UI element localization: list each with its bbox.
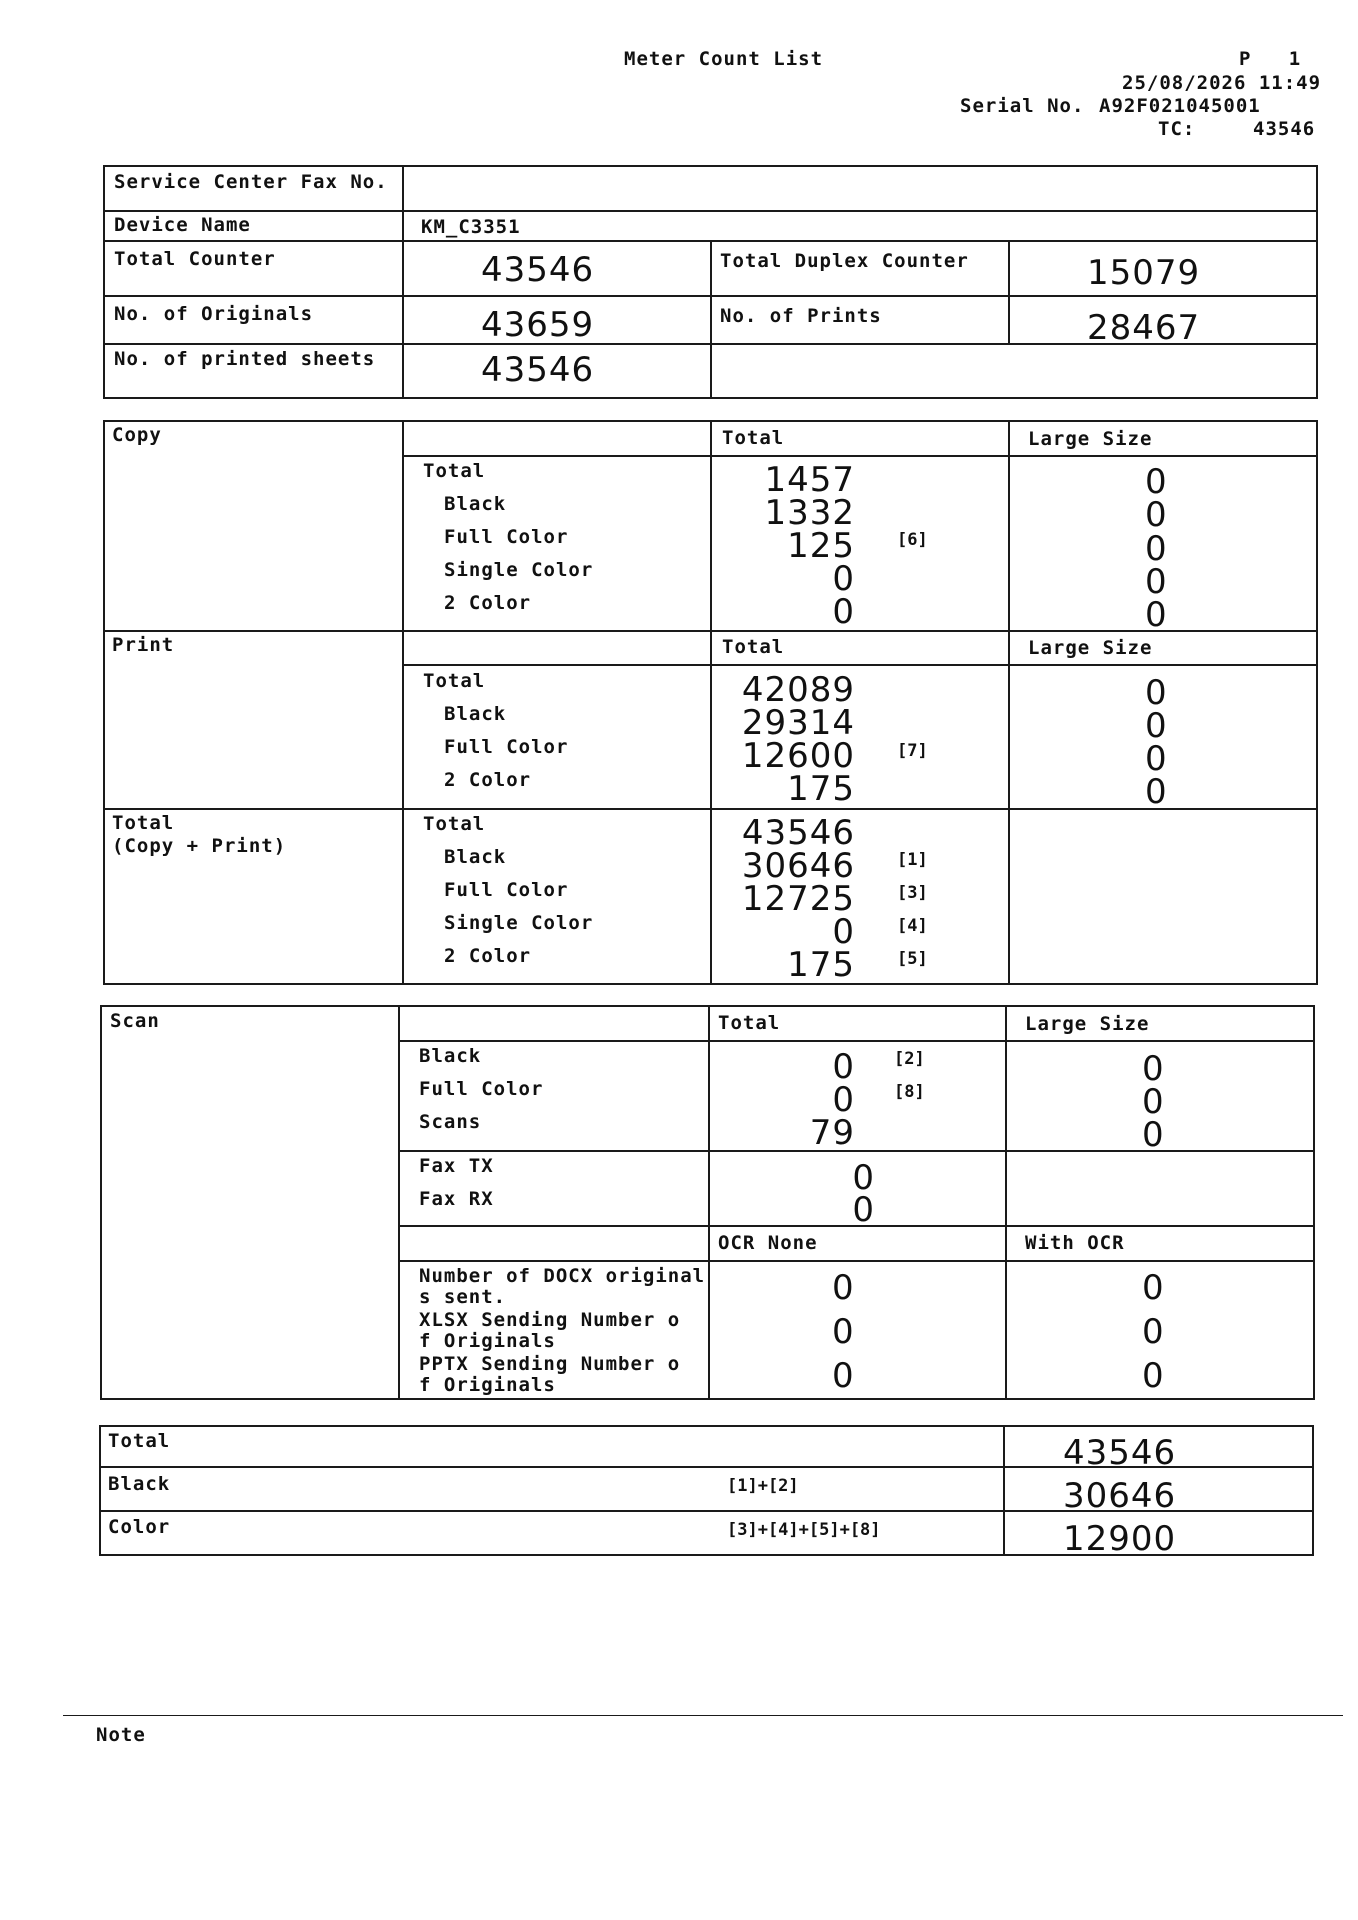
tc-label: TC: bbox=[1158, 118, 1196, 140]
originals-label: No. of Originals bbox=[114, 303, 314, 325]
scan-row-ref: [2] bbox=[894, 1049, 925, 1069]
summary-row-label: Color bbox=[108, 1516, 171, 1538]
ocr-row-label-cont: f Originals bbox=[419, 1330, 556, 1352]
scan-large-header: Large Size bbox=[1025, 1013, 1150, 1035]
ocr-row-label: XLSX Sending Number o bbox=[419, 1309, 681, 1331]
copy-row-large: 0 bbox=[1145, 462, 1168, 502]
copy-row-label: Total bbox=[423, 460, 486, 482]
originals-value: 43659 bbox=[481, 305, 595, 345]
device-name-value: KM_C3351 bbox=[421, 216, 521, 238]
note-label: Note bbox=[96, 1724, 146, 1746]
ocr-row-ocr: 0 bbox=[1142, 1312, 1165, 1352]
print-row-total: 12600 bbox=[741, 736, 855, 776]
ocr-row-none: 0 bbox=[832, 1356, 855, 1396]
ocr-row-label: Number of DOCX original bbox=[419, 1265, 706, 1287]
print-section-label: Print bbox=[112, 634, 175, 656]
summary-row-value: 30646 bbox=[1063, 1476, 1177, 1516]
summary-row-value: 12900 bbox=[1063, 1519, 1177, 1559]
scan-total-header: Total bbox=[718, 1012, 781, 1034]
print-row-label: 2 Color bbox=[444, 769, 532, 791]
copy-row-total: 0 bbox=[832, 559, 855, 599]
prints-value: 28467 bbox=[1087, 308, 1201, 348]
copy-print-row-total: 0 bbox=[832, 912, 855, 952]
prints-label: No. of Prints bbox=[720, 305, 882, 327]
copy-row-total: 125 bbox=[787, 526, 855, 566]
print-row-label: Black bbox=[444, 703, 507, 725]
summary-row-formula: [1]+[2] bbox=[727, 1476, 799, 1496]
copy-print-row-ref: [4] bbox=[897, 916, 928, 936]
printed-sheets-value: 43546 bbox=[481, 350, 595, 390]
copy-row-large: 0 bbox=[1145, 495, 1168, 535]
ocr-row-ocr: 0 bbox=[1142, 1356, 1165, 1396]
copy-row-label: Black bbox=[444, 493, 507, 515]
copy-row-large: 0 bbox=[1145, 529, 1168, 569]
copy-total-header: Total bbox=[722, 427, 785, 449]
summary-row-label: Total bbox=[108, 1430, 171, 1452]
scan-row-large: 0 bbox=[1142, 1049, 1165, 1089]
duplex-counter-label: Total Duplex Counter bbox=[720, 250, 969, 272]
scan-row-large: 0 bbox=[1142, 1082, 1165, 1122]
ocr-none-header: OCR None bbox=[718, 1232, 818, 1254]
print-row-total: 42089 bbox=[741, 670, 855, 710]
serial-label: Serial No. bbox=[960, 95, 1085, 117]
copy-row-total: 1457 bbox=[764, 460, 855, 500]
scan-row-total: 79 bbox=[809, 1113, 855, 1153]
copy-large-header: Large Size bbox=[1028, 428, 1153, 450]
copy-row-label: Single Color bbox=[444, 559, 594, 581]
with-ocr-header: With OCR bbox=[1025, 1232, 1125, 1254]
scan-section-label: Scan bbox=[110, 1010, 160, 1032]
copy-print-section-sublabel: (Copy + Print) bbox=[112, 835, 287, 857]
device-name-label: Device Name bbox=[114, 214, 251, 236]
copy-row-large: 0 bbox=[1145, 562, 1168, 602]
note-divider bbox=[63, 1715, 1343, 1716]
copy-print-row-ref: [3] bbox=[897, 883, 928, 903]
copy-print-row-label: Total bbox=[423, 813, 486, 835]
copy-print-row-ref: [5] bbox=[897, 949, 928, 969]
scan-row-label: Black bbox=[419, 1045, 482, 1067]
scan-row-total: 0 bbox=[832, 1047, 855, 1087]
scan-row-large: 0 bbox=[1142, 1115, 1165, 1155]
copy-print-row-total: 12725 bbox=[741, 879, 855, 919]
ocr-row-label-cont: s sent. bbox=[419, 1286, 507, 1308]
print-datetime: 25/08/2026 11:49 bbox=[1122, 72, 1322, 94]
tc-value: 43546 bbox=[1253, 118, 1316, 140]
summary-row-value: 43546 bbox=[1063, 1433, 1177, 1473]
scan-row-label: Scans bbox=[419, 1111, 482, 1133]
copy-print-section-label: Total bbox=[112, 812, 175, 834]
fax-tx-value: 0 bbox=[852, 1158, 875, 1198]
copy-print-row-total: 175 bbox=[787, 945, 855, 985]
copy-print-row-label: 2 Color bbox=[444, 945, 532, 967]
print-large-header: Large Size bbox=[1028, 637, 1153, 659]
total-counter-value: 43546 bbox=[481, 250, 595, 290]
copy-print-row-label: Full Color bbox=[444, 879, 569, 901]
print-row-label: Total bbox=[423, 670, 486, 692]
fax-tx-label: Fax TX bbox=[419, 1155, 494, 1177]
print-row-label: Full Color bbox=[444, 736, 569, 758]
copy-row-large: 0 bbox=[1145, 595, 1168, 635]
print-row-large: 0 bbox=[1145, 772, 1168, 812]
print-row-large: 0 bbox=[1145, 739, 1168, 779]
copy-row-total: 1332 bbox=[764, 493, 855, 533]
copy-row-total: 0 bbox=[832, 592, 855, 632]
summary-row-label: Black bbox=[108, 1473, 171, 1495]
print-row-large: 0 bbox=[1145, 673, 1168, 713]
ocr-row-label: PPTX Sending Number o bbox=[419, 1353, 681, 1375]
copy-print-row-total: 30646 bbox=[741, 846, 855, 886]
summary-row-formula: [3]+[4]+[5]+[8] bbox=[727, 1520, 881, 1540]
copy-print-row-ref: [1] bbox=[897, 850, 928, 870]
printed-sheets-label: No. of printed sheets bbox=[114, 348, 376, 370]
print-row-total: 29314 bbox=[741, 703, 855, 743]
copy-print-row-label: Black bbox=[444, 846, 507, 868]
scan-row-label: Full Color bbox=[419, 1078, 544, 1100]
fax-rx-label: Fax RX bbox=[419, 1188, 494, 1210]
ocr-row-none: 0 bbox=[832, 1268, 855, 1308]
scan-row-total: 0 bbox=[832, 1080, 855, 1120]
fax-rx-value: 0 bbox=[852, 1190, 875, 1230]
serial-value: A92F021045001 bbox=[1099, 95, 1261, 117]
ocr-row-label-cont: f Originals bbox=[419, 1374, 556, 1396]
copy-section-label: Copy bbox=[112, 424, 162, 446]
copy-row-ref: [6] bbox=[897, 530, 928, 550]
ocr-row-ocr: 0 bbox=[1142, 1268, 1165, 1308]
duplex-counter-value: 15079 bbox=[1087, 253, 1201, 293]
page-number: P 1 bbox=[1239, 48, 1302, 70]
ocr-row-none: 0 bbox=[832, 1312, 855, 1352]
page-title: Meter Count List bbox=[624, 48, 824, 70]
total-counter-label: Total Counter bbox=[114, 248, 276, 270]
print-row-large: 0 bbox=[1145, 706, 1168, 746]
print-total-header: Total bbox=[722, 636, 785, 658]
copy-print-row-label: Single Color bbox=[444, 912, 594, 934]
print-row-ref: [7] bbox=[897, 741, 928, 761]
service-fax-label: Service Center Fax No. bbox=[114, 171, 388, 193]
copy-row-label: Full Color bbox=[444, 526, 569, 548]
print-row-total: 175 bbox=[787, 769, 855, 809]
copy-print-row-total: 43546 bbox=[741, 813, 855, 853]
scan-row-ref: [8] bbox=[894, 1082, 925, 1102]
copy-row-label: 2 Color bbox=[444, 592, 532, 614]
